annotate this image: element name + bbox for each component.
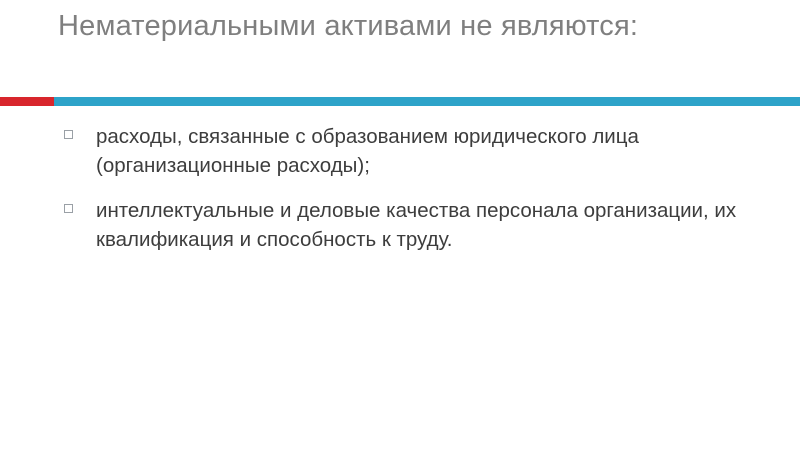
page-title: Нематериальными активами не являются: [58, 10, 639, 42]
divider-red-segment [0, 97, 54, 106]
divider [0, 97, 800, 106]
square-outline-bullet-icon [64, 130, 73, 139]
list-item [58, 196, 748, 254]
divider-blue-segment [54, 97, 800, 106]
bullet-list [58, 122, 748, 254]
list-item-text: интеллектуальные и деловые качества персонала организации, их квалификация и способность к труду. [96, 199, 737, 252]
title-block [58, 8, 758, 45]
square-outline-bullet-icon [64, 204, 73, 213]
list-item-text: расходы, связанные с образованием юридического лица (организационные расходы); [96, 125, 639, 178]
list-item [58, 122, 748, 180]
